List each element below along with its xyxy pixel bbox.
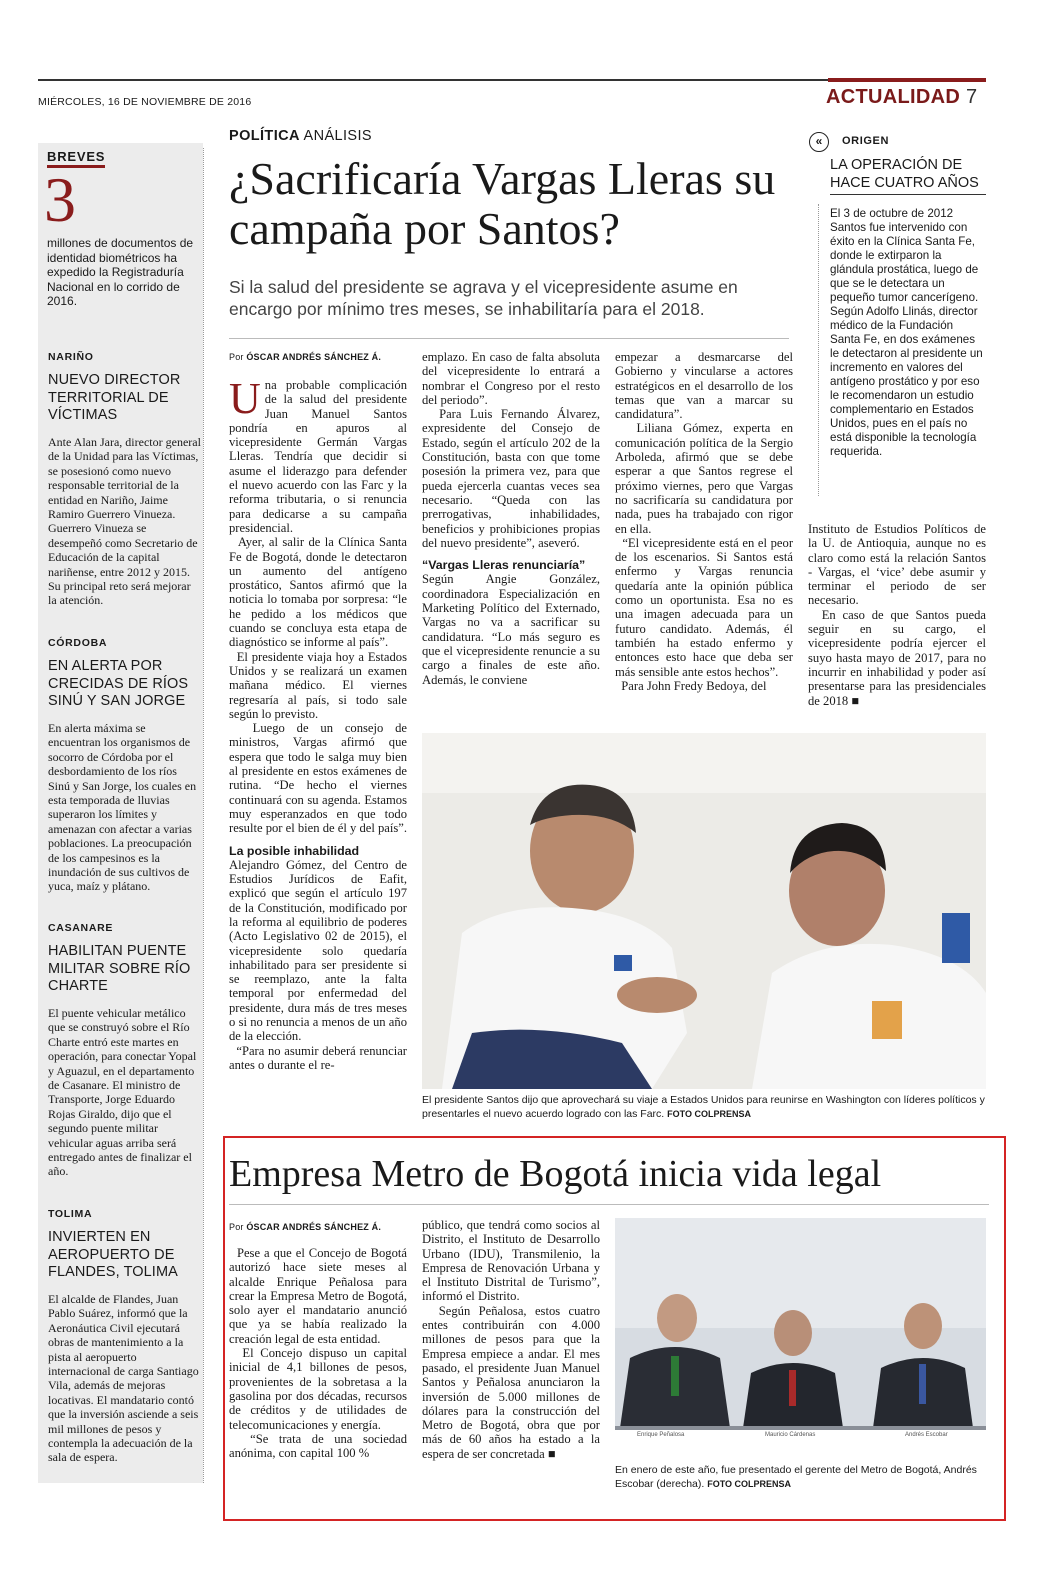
- page-number: 7: [965, 86, 978, 108]
- article-kicker: [229, 128, 372, 144]
- section-title: [826, 86, 977, 109]
- issue-date: MIÉRCOLES, 16 DE NOVIEMBRE DE 2016: [38, 96, 252, 108]
- paragraph: Ayer, al salir de la Clínica Santa Fe de Bogotá, donde le detectaron un aumento del antígeno prostático, Santos afirmó que la noticia lo tomaba por sorpresa: “le he pedido a los médicos que cuando se concluya esta etapa de diagnóstico se informe al país”.: [229, 535, 407, 650]
- photo-caption: [422, 1094, 988, 1121]
- dropcap: U: [229, 374, 261, 423]
- breve-region: TOLIMA: [48, 1208, 93, 1220]
- breve-text: En alerta máxima se encuentran los organismos de socorro de Córdoba por el desbordamiento de los ríos Sinú y San Jorge, los cuales en esta temporada de lluvias superaron los límites y amenazan con afectar a varias poblaciones. La preocupación de los campesinos es la inundación de sus cultivos de yuca, maíz y plátano.: [48, 721, 197, 894]
- article-headline: ¿Sacrificaría Vargas Lleras su campaña por Santos?: [229, 153, 776, 254]
- paragraph: Para John Fredy Bedoya, del: [621, 678, 767, 693]
- article-byline: [229, 352, 381, 362]
- metro-photo-caption: [615, 1464, 987, 1491]
- paragraph: En caso de que Santos pueda seguir en su cargo, el vicepresidente podría ejercer el suyo hasta mayo de 2017, para no incurrir en inhabilidad y poder así presentarse para las presidenciales de 2018 ■: [808, 607, 986, 708]
- origen-text: El 3 de octubre de 2012 Santos fue intervenido con éxito en la Clínica Santa Fe, donde le extirparon la glándula prostática, luego de que se le detectara un pequeño tumor cancerígeno. Según Adolfo Llinás, director médico de la Fundación Santa Fe, en dos exámenes le detectaron al presidente un incremento en valores del antígeno prostático y por eso le recomendaron un estudio complementario en Estados Unidos, pues en el país no está disponible la tecnología requerida.: [830, 207, 983, 458]
- article-column-4: [808, 522, 986, 708]
- paragraph: na probable complicación de la salud del presidente Juan Manuel Santos pondría en apuros al vicepresidente Germán Vargas Lleras. Tendría que decidir si asume el liderazgo para defender el nuevo acuerdo con las Farc y la reforma tributaria, o si renuncia para dedicarse a su campaña presidencial.: [229, 378, 407, 535]
- paragraph: público, que tendrá como socios al Distrito, el Instituto de Desarrollo Urbano (IDU), Transmilenio, la Empresa de Renovación Urbana y el Instituto Distrital de Turismo”, informó el Distrito.: [422, 1218, 600, 1304]
- paragraph: Según Peñalosa, estos cuatro entes contribuirán con 4.000 millones de pesos para que la Empresa empiece a andar. El mes pasado, el presidente Juan Manuel Santos y Peñalosa anunciaron la inversión de 5.000 millones de dólares para la construcción del Metro de Bogotá, obra que por más de 60 años ha estado a la espera de ser concretada ■: [422, 1303, 601, 1461]
- metro-headline: Empresa Metro de Bogotá inicia vida legal: [229, 1153, 882, 1195]
- byline-author: ÓSCAR ANDRÉS SÁNCHEZ Á.: [246, 352, 382, 362]
- article-column-2: [422, 350, 600, 687]
- breves-figure-text: millones de documentos de identidad biométricos ha expedido la Registraduría Nacional en lo corrido de 2016.: [47, 236, 194, 308]
- paragraph: “Se trata de una sociedad anónima, con capital 100 %: [229, 1431, 408, 1461]
- paragraph: “El vicepresidente está en el peor de los escenarios. Si Santos está enfermo y Vargas renuncia quedaría ante la opinión pública como un oportunista. Esa no es una imagen adecuada para un futuro candidato. Además, él también ha estado enfermo y entonces esto hace que deba ser más sensible ante estos hechos”.: [615, 535, 794, 679]
- origen-title: LA OPERACIÓN DE HACE CUATRO AÑOS: [830, 157, 979, 191]
- caption-text: En enero de este año, fue presentado el gerente del Metro de Bogotá, Andrés Escobar (derecha).: [615, 1464, 977, 1490]
- paragraph: empezar a desmarcarse del Gobierno y vincularse a actores estratégicos en el desarrollo de los temas que van a marcar su candidatura”.: [615, 350, 793, 422]
- breves-divider: [203, 148, 204, 1483]
- article-deck: Si la salud del presidente se agrava y el vicepresidente asume en encargo por mínimo tres meses, se inhabilitaría para el 2018.: [229, 277, 738, 319]
- origen-rule: [830, 194, 986, 195]
- breve-region: CÓRDOBA: [48, 637, 108, 649]
- article-column-1: [229, 374, 408, 1072]
- origen-label: ORIGEN: [842, 135, 889, 147]
- breves-figure: 3: [44, 164, 76, 235]
- deck-rule: [229, 338, 789, 339]
- article-column-3: [615, 350, 793, 693]
- article-photo: [422, 733, 986, 1089]
- photo-credit: FOTO COLPRENSA: [707, 1478, 792, 1489]
- nameplate: Enrique Peñalosa: [637, 1432, 685, 1438]
- breve-text: Ante Alan Jara, director general de la Unidad para las Víctimas, se posesionó como nuevo responsable territorial de la entidad en Nariño, Jaime Ramiro Guerrero Vinueza. Guerrero Vinueza se desempeñó como Secretario de Educación de la capital nariñense, entre 2012 y 2015. Su principal reto será mejorar la atención.: [48, 435, 201, 608]
- paragraph: emplazo. En caso de falta absoluta del vicepresidente lo entrará a nombrar el Congreso por el resto del periodo”.: [422, 350, 600, 407]
- paragraph: Luego de un consejo de ministros, Vargas afirmó que espera que todo le salga muy bien al presidente en estos exámenes de rutina. “De hecho el viernes continuará con su agenda. Estamos muy esperanzados en que todo resulte por el bien de él y del país”.: [229, 721, 408, 836]
- paragraph: Según Angie González, coordinadora Especialización en Marketing Político del Externado, Vargas no va a sacrificar su candidatura. “Lo más seguro es que el vicepresidente renuncie a su cargo a finales de este año. Además, le conviene: [422, 572, 600, 687]
- breve-region: CASANARE: [48, 922, 114, 934]
- breve-region: NARIÑO: [48, 351, 94, 363]
- paragraph: Instituto de Estudios Políticos de la U. de Antioquia, aunque no es claro como está la relación Santos - Vargas, el ‘vice’ debe asumir y terminar el periodo de ser necesario.: [808, 522, 986, 608]
- breve-text: El alcalde de Flandes, Juan Pablo Suárez, informó que la Aeronáutica Civil ejecutará obras de mantenimiento a la pista al aeropuerto internacional de carga Santiago Vila, además de mejoras locativas. El mandatario contó que la inversión asciende a seis mil millones de pesos y contempla la adecuación de la sala de espera.: [48, 1292, 199, 1465]
- byline-prefix: Por: [229, 1222, 244, 1232]
- metro-byline: [229, 1222, 381, 1232]
- caption-text: El presidente Santos dijo que aprovechará su viaje a Estados Unidos para reunirse en Washington con líderes políticos y presentarles el nuevo acuerdo logrado con las Farc.: [422, 1094, 985, 1120]
- metro-column-1: [229, 1246, 407, 1460]
- section-name: ACTUALIDAD: [826, 86, 961, 108]
- origen-divider: [818, 204, 819, 496]
- breves-label: BREVES: [47, 149, 105, 168]
- nameplate: Andrés Escobar: [905, 1432, 948, 1438]
- section-accent-rule: [828, 78, 986, 82]
- breve-title: HABILITAN PUENTE MILITAR SOBRE RÍO CHARTE: [48, 943, 191, 994]
- paragraph: Pese a que el Concejo de Bogotá autorizó hace siete meses al alcalde Enrique Peñalosa para crear la Empresa Metro de Bogotá, solo ayer el mandatario anunció que ya se había realizado la creación legal de esta entidad.: [229, 1246, 407, 1346]
- breve-title: NUEVO DIRECTOR TERRITORIAL DE VÍCTIMAS: [48, 372, 181, 423]
- paragraph: Alejandro Gómez, del Centro de Estudios Jurídicos de Eafit, explicó que según el artículo 197 de la Constitución, modificado por la reforma al equilibrio de poderes (Acto Legislativo 02 de 2015), el vicepresidente solo quedaría inhabilitado para ser presidente si se reemplazo, ante la falta temporal por enfermedad del presidente, dura más de tres meses o si no renuncia a menos de un año de la elección.: [229, 857, 407, 1044]
- paragraph: Liliana Gómez, experta en comunicación política de la Sergio Arboleda, afirmó que se debe esperar a que Santos regrese el próximo viernes, pero que Vargas no sacrificaría su candidatura por nada, pues ha trabajado con rigor en ella.: [615, 421, 793, 536]
- subheading: “Vargas Lleras renunciaría”: [422, 558, 586, 573]
- breve-title: EN ALERTA POR CRECIDAS DE RÍOS SINÚ Y SAN JORGE: [48, 658, 189, 709]
- metro-column-2: [422, 1218, 600, 1461]
- double-chevron-left-icon: «: [809, 132, 829, 152]
- paragraph: El presidente viaja hoy a Estados Unidos y se realizará un examen mañana médico. El viernes regresaría al país, si todo sale según lo previsto.: [229, 649, 408, 721]
- metro-photo: [615, 1218, 986, 1460]
- kicker-section: POLÍTICA: [229, 128, 300, 144]
- metro-photo-illustration: [615, 1218, 986, 1460]
- photo-credit: FOTO COLPRENSA: [667, 1108, 751, 1119]
- breve-text: El puente vehicular metálico que se construyó sobre el Río Charte entró este martes en operación, para conectar Yopal y Aguazul, en el departamento de Casanare. El ministro de Transporte, Jorge Eduardo Rojas Giraldo, dijo que el segundo puente militar vehicular aguas arriba será entregado antes de finalizar el año.: [48, 1006, 197, 1179]
- byline-prefix: Por: [229, 352, 244, 362]
- paragraph: Para Luis Fernando Álvarez, expresidente del Consejo de Estado, según el artículo 202 de la Constitución, basta con que tome posesión la primera vez, para que pueda ejercerla cuantas veces sea necesario. “Queda con las prerrogativas, inhabilidades, beneficios y prohibiciones propias del nuevo presidente”, aseveró.: [422, 407, 601, 550]
- photo-illustration: [422, 733, 986, 1089]
- byline-author: ÓSCAR ANDRÉS SÁNCHEZ Á.: [246, 1222, 382, 1232]
- paragraph: “Para no asumir deberá renunciar antes o durante el re-: [229, 1043, 407, 1072]
- paragraph: El Concejo dispuso un capital inicial de 4,1 billones de pesos, provenientes de la sobretasa a la gasolina por dos décadas, recursos de créditos y de utilidades de telecomunicaciones y energía.: [229, 1346, 408, 1432]
- metro-rule: [229, 1204, 989, 1205]
- subheading: La posible inhabilidad: [229, 843, 360, 858]
- breve-title: INVIERTEN EN AEROPUERTO DE FLANDES, TOLIMA: [48, 1229, 178, 1280]
- kicker-type: ANÁLISIS: [303, 128, 372, 144]
- nameplate: Mauricio Cárdenas: [765, 1432, 816, 1438]
